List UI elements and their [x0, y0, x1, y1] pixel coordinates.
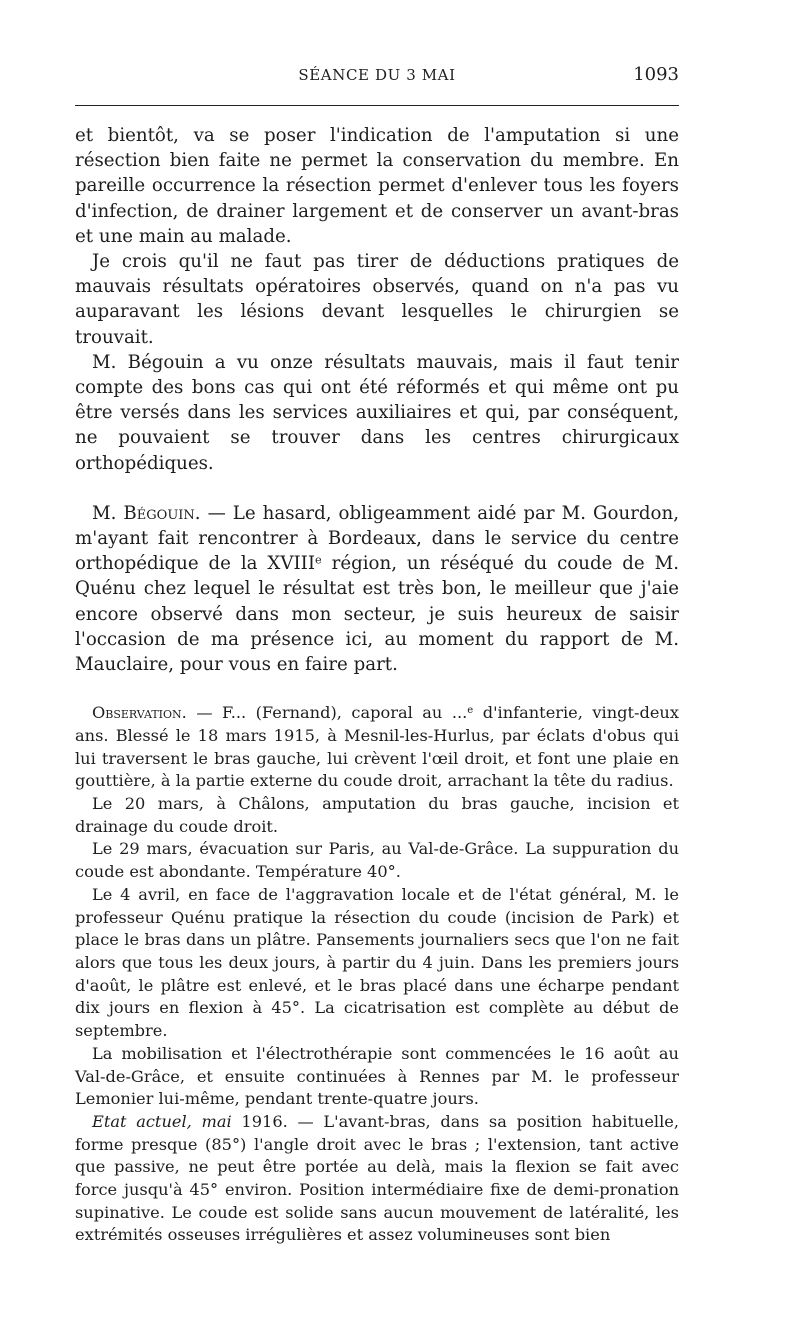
current-state-label: Etat actuel, mai — [92, 1111, 232, 1131]
observation-label: Observation. — [92, 703, 187, 723]
speaker-name: M. Bégouin. — [92, 502, 201, 524]
paragraph-deductions: Je crois qu'il ne faut pas tirer de déductions pratiques de mauvais résultats opératoires observés, quand on n'a pas vu auparavant les lésions devant lesquelles le chirurgien se trouvait. — [75, 251, 679, 348]
running-title: SÉANCE DU 3 MAI — [298, 66, 456, 84]
current-state-text: 1916. — L'avant-bras, dans sa position habituelle, forme presque (85°) l'angle droit avec le bras ; l'extension, tant active que passive, ne peut être portée au delà, mais la flexion se fait avec force jusqu'à 45° environ. Position intermédiaire fixe de demi-pronation supinative. Le coude est solide sans aucun mouvement de latéralité, les extrémités osseuses irrégulières et assez volumineuses sont bien — [75, 1111, 679, 1245]
observation-superscript: e — [467, 705, 474, 717]
observation-resection: Le 4 avril, en face de l'aggravation locale et de l'état général, M. le professeur Quénu pratique la résection du coude (incision de Park) et place le bras dans un plâtre. Pansements journaliers secs que l'on ne fait alors que tous les deux jours, à partir du 4 juin. Dans les premiers jours d'août, le plâtre est enlevé, et le bras placé dans une écharpe pendant dix jours en flexion à 45°. La cicatrisation est complète au début de septembre. — [75, 884, 679, 1041]
observation-paragraph — [75, 702, 679, 793]
observation-evacuation: Le 29 mars, évacuation sur Paris, au Val-de-Grâce. La suppuration du coude est abondante. Température 40°. — [75, 839, 679, 882]
statement-text-a: — Le hasard, obligeamment aidé par M. Gourdon, m'ayant fait rencontrer à Bordeaux, dans le service du centre orthopédique de la XVIII — [75, 502, 679, 575]
page-number: 1093 — [633, 64, 679, 85]
page-header — [75, 62, 679, 88]
observation-chalons: Le 20 mars, à Châlons, amputation du bras gauche, incision et drainage du coude droit. — [75, 794, 679, 836]
section-gap — [75, 677, 679, 702]
statement-superscript: e — [315, 553, 322, 567]
header-rule — [75, 105, 679, 106]
observation-text-a: — F... (Fernand), caporal au ... — [186, 703, 468, 723]
observation-current-state — [75, 1111, 679, 1247]
page-body — [75, 123, 679, 1247]
paragraph-begouin-statement — [75, 501, 679, 677]
paragraph-begouin-cases: M. Bégouin a vu onze résultats mauvais, mais il faut tenir compte des bons cas qui ont été réformés et qui même ont pu être versés dans les services auxiliaires et qui, par conséquent, ne pouvaient se trouver dans les centres chirurgicaux orthopédiques. — [75, 351, 679, 474]
section-gap — [75, 476, 679, 501]
observation-mobilisation: La mobilisation et l'électrothérapie sont commencées le 16 août au Val-de-Grâce, et ensuite continuées à Rennes par M. le professeur Lemonier lui-même, pendant trente-quatre jours. — [75, 1043, 679, 1109]
paragraph-continuation: et bientôt, va se poser l'indication de l'amputation si une résection bien faite ne permet la conservation du membre. En pareille occurrence la résection permet d'enlever tous les foyers d'infection, de drainer largement et de conserver un avant-bras et une main au malade. — [75, 125, 679, 247]
observation-text-b: d'infanterie, vingt-deux ans. Blessé le 18 mars 1915, à Mesnil-les-Hurlus, par éclats d'obus qui lui traversent le bras gauche, lui crèvent l'œil droit, et font une plaie en gouttière, à la partie externe du coude droit, arrachant la tête du radius. — [75, 703, 679, 791]
statement-text-b: région, un réséqué du coude de M. Quénu chez lequel le résultat est très bon, le meilleur que j'aie encore observé dans mon secteur, je suis heureux de saisir l'occasion de ma présence ici, au moment du rapport de M. Mauclaire, pour vous en faire part. — [75, 553, 679, 676]
